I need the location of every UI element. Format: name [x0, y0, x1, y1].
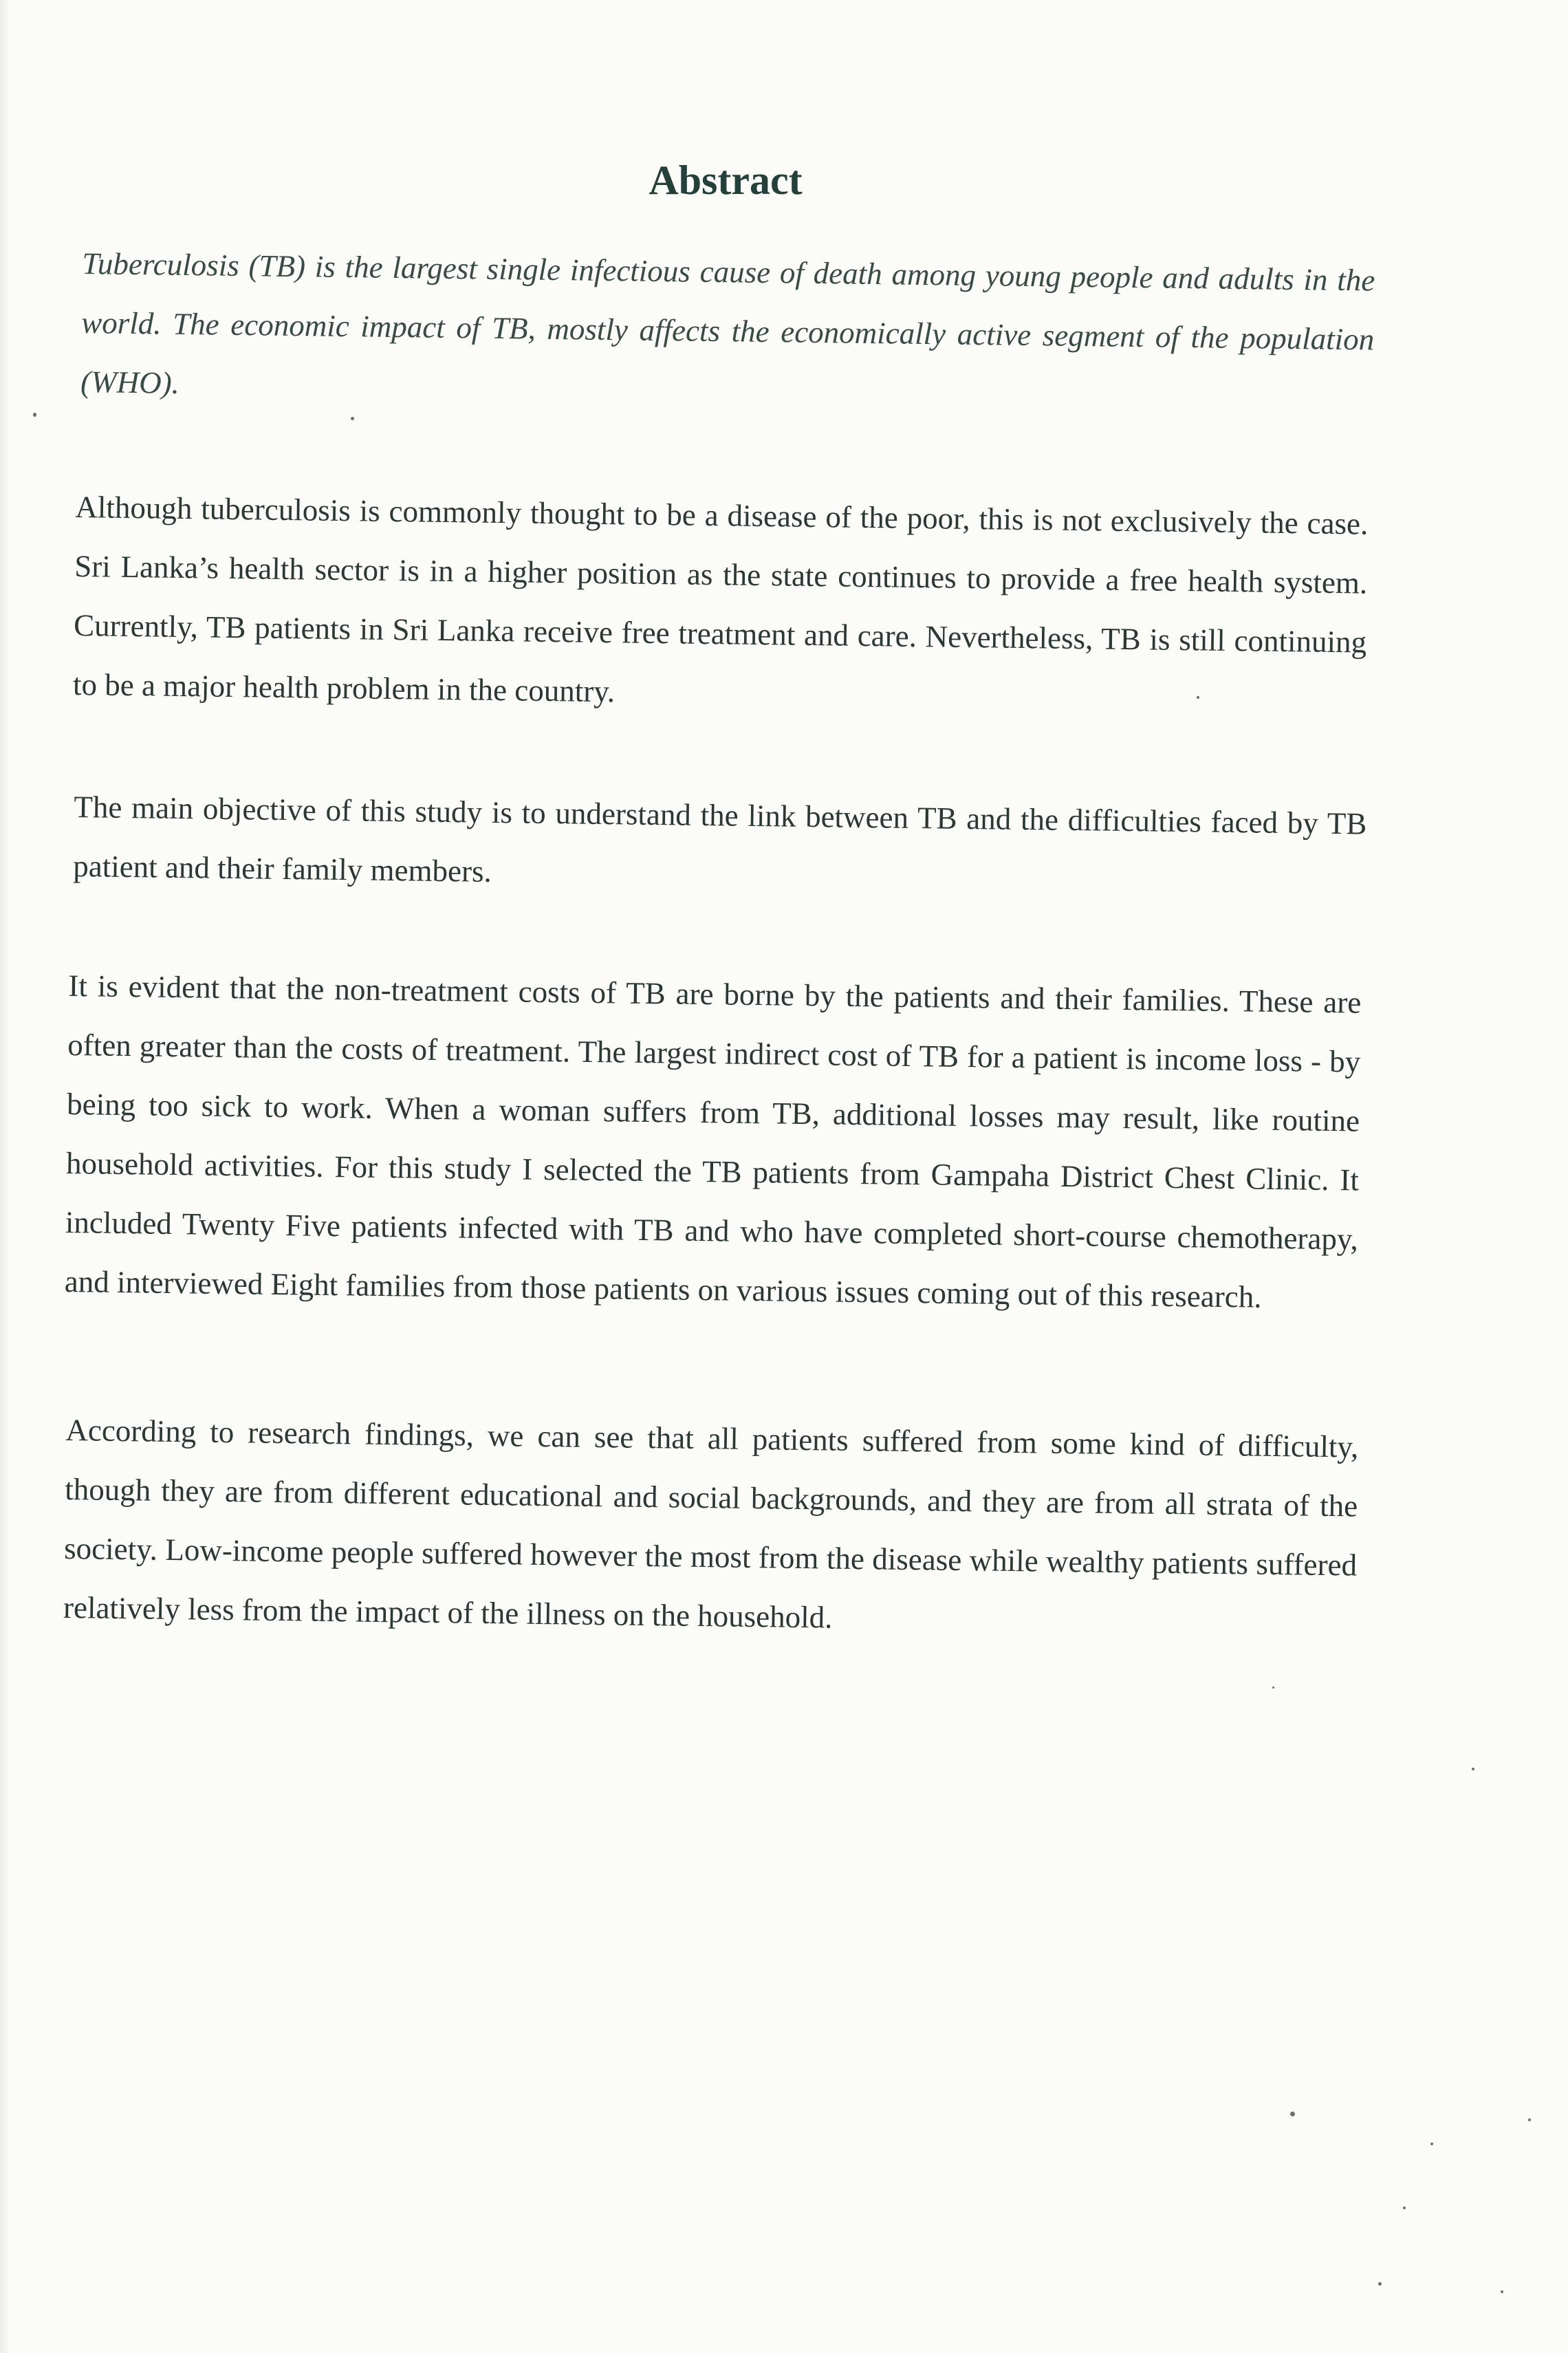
paragraph-costs-and-method: It is evident that the non-treatment costs of TB are borne by the patients and their families. These are often greater than the costs of treatment. The largest indirect cost of TB for a patient is income loss - by being too sick to work. When a woman suffers from TB, additional losses may result, like routine household activities. For this study I selected the TB patients from Gampaha District Chest Clinic. It included Twenty Five patients infected with TB and who have completed short-course chemotherapy, and interviewed Eight families from those patients on various issues coming out of this research.: [64, 968, 1362, 1314]
scan-speck: [1501, 2290, 1503, 2293]
scan-speck: [1528, 2118, 1531, 2121]
scan-speck: [33, 413, 36, 417]
paragraph-objective: The main objective of this study is to understand the link between TB and the difficulties faced by TB patient and their family members.: [72, 789, 1367, 889]
scan-speck: [1290, 2112, 1295, 2116]
scan-speck: [1472, 1768, 1474, 1770]
abstract-heading: Abstract: [649, 158, 803, 203]
paragraph-findings: According to research findings, we can see that all patients suffered from some kind of difficulty, though they are from different educational and social backgrounds, and they are from all strata of the society. Low-income people suffered however the most from the disease while wealthy patients suffered relatively less from the impact of the illness on the household.: [63, 1412, 1359, 1635]
page-edge-shadow: [0, 0, 10, 2353]
scan-speck: [1430, 2143, 1433, 2145]
scan-speck: [1378, 2282, 1382, 2286]
scan-speck: [1197, 696, 1199, 699]
scan-speck: [1272, 1687, 1274, 1689]
scan-speck: [351, 417, 354, 420]
paragraph-introduction: Tuberculosis (TB) is the largest single infectious cause of death among young people and adults in the world. The economic impact of TB, mostly affects the economically active segment of the population (WHO).: [80, 246, 1375, 400]
scan-speck: [1403, 2206, 1406, 2209]
paragraph-context: Although tuberculosis is commonly thought to be a disease of the poor, this is not exclusively the case. Sri Lanka’s health sector is in a higher position as the state continues to provide a free health system. Currently, TB patients in Sri Lanka receive free treatment and care. Nevertheless, TB is still continuing to be a major health problem in the country.: [72, 489, 1369, 709]
